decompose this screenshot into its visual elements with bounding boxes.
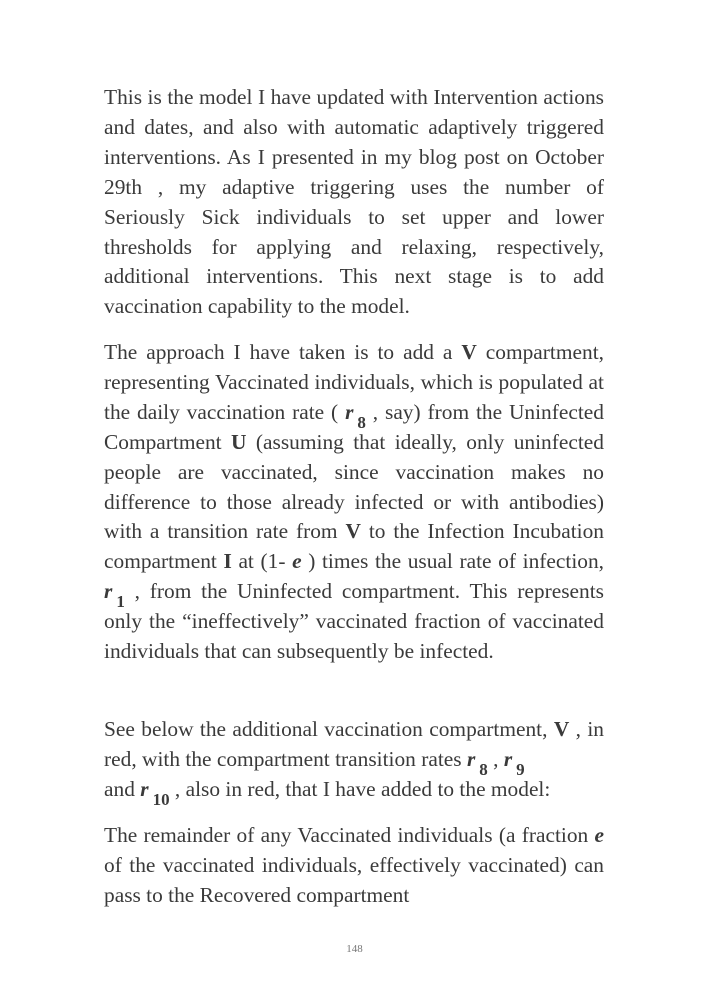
text-run: and [104,776,141,801]
text-run: ) times the usual rate of infection, [301,549,604,574]
text-run: , [487,746,504,771]
symbol-v: V [553,717,570,741]
text-run: The remainder of any Vaccinated individuals (a fraction [104,823,595,847]
subscript-9: 9 [516,759,525,779]
symbol-r10: r [140,776,149,801]
subscript-8: 8 [357,412,366,432]
text-run: The approach I have taken is to add a [104,340,462,364]
symbol-v: V [461,340,477,364]
text-run: compartment, representing Vaccinated individuals, which is populated at the daily vaccination rate ( [104,340,604,424]
text-run: to the Infection Incubation compartment [104,519,605,574]
symbol-i: I [223,549,232,574]
text-run: of the vaccinated individuals, effectively vaccinated) can pass to the Recovered compartment [104,852,604,907]
text-run: See below the additional vaccination compartment, [104,717,554,741]
paragraph-intro: This is the model I have updated with Intervention actions and dates, and also with automatic adaptively triggered interventions. As I presented in my blog post on October 29th , my adaptive triggering uses the number of Seriously Sick individuals to set upper and lower thresholds for applying and relaxing, respectively, additional interventions. This next stage is to add vaccination capability to the model. [104,85,604,319]
text-run: (assuming that ideally, only uninfected people are vaccinated, since vaccination makes no difference to those already infected or with antibodies) with a transition rate from [104,429,605,544]
symbol-u: U [231,429,247,454]
paragraph-approach [104,338,604,667]
symbol-r8: r [466,746,476,771]
text-run: , from the Uninfected compartment. This represents only the “ineffectively” vaccinated fraction of vaccinated individuals that can subsequently be infected. [104,579,604,664]
symbol-e: e [594,823,604,847]
symbol-v: V [345,519,361,544]
text-run: , say) from the Uninfected Compartment [104,399,604,454]
subscript-1: 1 [116,592,125,612]
paragraph-see-below [104,715,604,809]
symbol-r1: r [104,579,113,604]
page-number: 148 [346,943,363,955]
subscript-8: 8 [479,759,488,779]
symbol-e: e [292,549,302,574]
symbol-r8: r [345,399,354,424]
text-run: at (1- [231,549,293,574]
text-run: , in red, with the compartment transition rates [104,717,604,771]
text-run: , also in red, that I have added to the model: [169,776,551,801]
subscript-10: 10 [152,789,170,809]
paragraph-remainder [104,821,604,911]
symbol-r9: r [503,746,513,771]
